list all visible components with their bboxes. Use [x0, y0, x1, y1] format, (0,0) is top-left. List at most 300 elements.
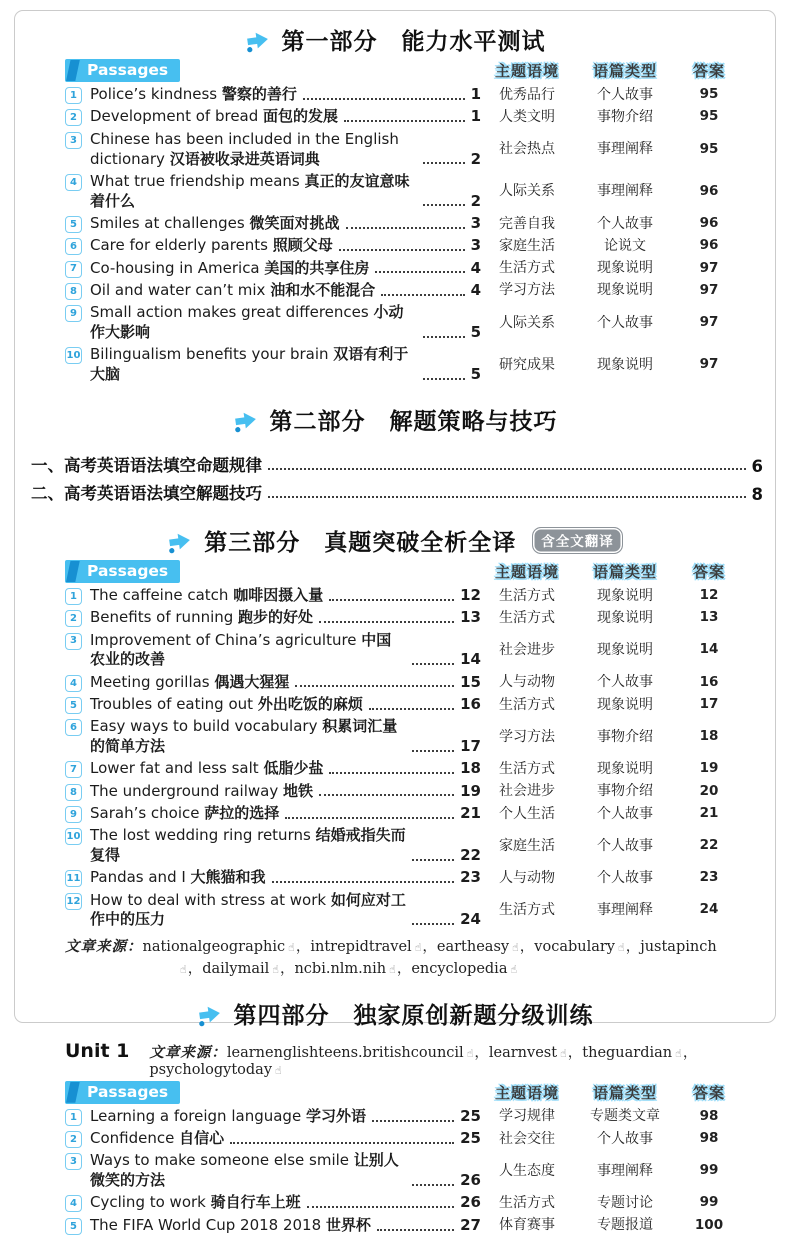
answer-cell: 21: [699, 804, 719, 821]
column-header-genre: 语篇类型: [592, 62, 657, 81]
section-arrow-icon: [195, 1000, 223, 1028]
passage-row: [65, 1151, 741, 1191]
dot-leader: [375, 271, 464, 273]
theme-cell: 人际关系: [499, 183, 555, 200]
genre-cell: 现象说明: [597, 282, 653, 299]
genre-cell: 事理阐释: [597, 1162, 653, 1179]
passage-number-badge: 1: [65, 588, 82, 605]
column-header-answer: 答案: [692, 62, 725, 81]
column-header-genre: 语篇类型: [592, 562, 657, 581]
page-number: 25: [460, 1106, 481, 1125]
passage-number-badge: 3: [65, 1153, 82, 1170]
page-number: 4: [470, 280, 481, 299]
column-header-answer: 答案: [692, 1083, 725, 1102]
click-hand-icon: ☝: [560, 1046, 567, 1060]
page-number: 4: [470, 258, 481, 277]
source-name: justapinch: [640, 938, 717, 955]
passage-title: Benefits of running 跑步的好处: [90, 608, 314, 627]
passage-row: [65, 759, 741, 779]
dot-leader: [230, 1142, 454, 1144]
passage-entry: [90, 891, 481, 931]
answer-cell: 96: [699, 237, 719, 254]
toc-item-title: 一、高考英语语法填空命题规律: [31, 455, 262, 475]
answer-cell: 12: [699, 586, 719, 603]
passage-title: The lost wedding ring returns 结婚戒指失而复得: [90, 826, 406, 864]
passage-number-badge: 1: [65, 87, 82, 104]
theme-cell: 生活方式: [499, 1195, 555, 1212]
passage-row: [65, 804, 741, 824]
dot-leader: [303, 98, 465, 100]
part4-header: [15, 997, 775, 1030]
click-hand-icon: ☝: [414, 940, 422, 954]
theme-cell: 人与动物: [499, 674, 555, 691]
passage-entry: [90, 85, 481, 105]
passage-number-badge: 12: [65, 893, 82, 910]
passage-entry: [90, 172, 481, 212]
passage-number-badge: 3: [65, 132, 82, 149]
passage-row: [65, 107, 741, 127]
answer-cell: 20: [699, 782, 719, 799]
theme-cell: 人际关系: [499, 314, 555, 331]
genre-cell: 现象说明: [597, 760, 653, 777]
passage-title: Pandas and I 大熊猫和我: [90, 868, 266, 887]
page-number: 27: [460, 1215, 481, 1234]
passage-entry: [90, 107, 481, 127]
page-number: 2: [470, 149, 481, 168]
passage-entry: [90, 826, 481, 866]
passage-title: Care for elderly parents 照顾父母: [90, 236, 333, 255]
passage-entry: [90, 236, 481, 256]
passage-number-badge: 4: [65, 675, 82, 692]
genre-cell: 现象说明: [597, 609, 653, 626]
click-hand-icon: ☝: [618, 940, 625, 954]
answer-cell: 99: [699, 1162, 719, 1179]
answer-cell: 22: [699, 837, 719, 854]
answer-cell: 95: [699, 140, 719, 157]
dot-leader: [319, 621, 454, 623]
passage-entry: [90, 259, 481, 279]
column-header-genre: 语篇类型: [592, 1083, 657, 1102]
source-name: learnenglishteens.britishcouncil: [226, 1044, 464, 1061]
genre-cell: 个人故事: [597, 805, 653, 822]
toc-item: [31, 452, 763, 476]
answer-cell: 97: [699, 281, 719, 298]
passage-row: [65, 172, 741, 212]
page-number: 23: [460, 868, 481, 887]
part3-sources-line: [15, 933, 775, 981]
part1-table: [15, 59, 775, 385]
dot-leader: [344, 120, 465, 122]
source-separator: ，: [396, 961, 412, 978]
source-name: eartheasy: [436, 938, 510, 955]
passage-title: Development of bread 面包的发展: [90, 107, 339, 126]
passage-entry: [90, 303, 481, 343]
passage-title: Small action makes great differences 小动作大影响: [90, 303, 404, 341]
theme-cell: 体育赛事: [499, 1217, 555, 1234]
theme-cell: 完善自我: [499, 215, 555, 232]
passage-title: Confidence 自信心: [90, 1129, 225, 1148]
passage-title: Improvement of China’s agriculture 中国农业的改善: [90, 630, 392, 669]
theme-cell: 研究成果: [499, 356, 555, 373]
genre-cell: 个人故事: [597, 86, 653, 103]
theme-cell: 生活方式: [499, 609, 555, 626]
passage-row: [65, 631, 741, 671]
answer-cell: 96: [699, 182, 719, 199]
source-name: psychologytoday: [149, 1061, 273, 1078]
passage-number-badge: 2: [65, 610, 82, 627]
theme-cell: 人与动物: [499, 869, 555, 886]
passage-number-badge: 2: [65, 1131, 82, 1148]
passage-row: [65, 130, 741, 170]
section-arrow-icon: [231, 406, 259, 434]
genre-cell: 事物介绍: [597, 109, 653, 126]
source-separator: ，: [187, 961, 203, 978]
answer-cell: 97: [699, 314, 719, 330]
click-hand-icon: ☝: [466, 1046, 474, 1060]
theme-cell: 学习方法: [499, 282, 555, 299]
unit1-line: [15, 1040, 775, 1078]
genre-cell: 个人故事: [597, 1130, 653, 1147]
answer-cell: 24: [699, 901, 719, 918]
passage-row: [65, 236, 741, 256]
passage-entry: [90, 717, 481, 757]
dot-leader: [268, 496, 746, 498]
source-separator: ，: [474, 1044, 489, 1061]
source-separator: ，: [295, 938, 311, 955]
passage-entry: [90, 868, 481, 888]
part1-title: 第一部分 能力水平测试: [281, 29, 546, 55]
page-number: 26: [460, 1193, 481, 1212]
passage-number-badge: 6: [65, 238, 82, 255]
dot-leader: [372, 1120, 454, 1122]
passage-title: Oil and water can’t mix 油和水不能混合: [90, 280, 376, 299]
column-header-theme: 主题语境: [494, 1083, 559, 1102]
dot-leader: [329, 599, 454, 601]
part3-header: [15, 524, 775, 557]
genre-cell: 事理阐释: [597, 141, 653, 158]
passage-number-badge: 4: [65, 174, 82, 191]
dot-leader: [295, 685, 454, 687]
sources-label: 文章来源：: [65, 937, 143, 955]
source-name: vocabulary: [534, 938, 615, 955]
passage-number-badge: 5: [65, 216, 82, 233]
dot-leader: [412, 1184, 454, 1186]
passage-row: [65, 214, 741, 234]
page-number: 13: [460, 608, 481, 627]
page-number: 1: [470, 107, 481, 126]
page-number: 22: [460, 846, 481, 864]
page-number: 24: [460, 910, 481, 929]
passage-entry: [90, 1107, 481, 1127]
passage-title: The underground railway 地铁: [90, 781, 313, 800]
passage-entry: [90, 1216, 481, 1236]
passage-title: Easy ways to build vocabulary 积累词汇量的简单方法: [90, 717, 398, 756]
genre-cell: 现象说明: [597, 642, 653, 659]
toc-page: [14, 10, 776, 1234]
source-separator: ，: [682, 1044, 698, 1061]
answer-cell: 17: [699, 695, 719, 712]
page-number: 15: [460, 672, 481, 691]
theme-cell: 个人生活: [499, 805, 555, 822]
passage-entry: [90, 608, 481, 628]
answer-cell: 96: [699, 214, 719, 231]
page-number: 21: [460, 803, 481, 822]
passage-entry: [90, 281, 481, 301]
passage-row: [65, 1193, 741, 1213]
passage-title: Meeting gorillas 偶遇大猩猩: [90, 672, 290, 691]
theme-cell: 生活方式: [499, 902, 555, 919]
dot-leader: [423, 204, 465, 206]
theme-cell: 家庭生活: [499, 837, 555, 854]
page-number: 26: [460, 1171, 481, 1190]
page-number: 3: [470, 213, 481, 232]
passage-number-badge: 1: [65, 1109, 82, 1126]
genre-cell: 事物介绍: [597, 783, 653, 800]
genre-cell: 事理阐释: [597, 183, 653, 200]
answer-cell: 16: [699, 673, 719, 690]
passage-row: [65, 1129, 741, 1149]
passage-title: Bilingualism benefits your brain 双语有利于大脑: [90, 345, 409, 383]
passage-number-badge: 4: [65, 1195, 82, 1212]
answer-cell: 23: [699, 869, 719, 886]
passage-number-badge: 5: [65, 697, 82, 714]
click-hand-icon: ☝: [512, 940, 519, 954]
dot-leader: [412, 750, 454, 752]
source-separator: ，: [625, 938, 641, 955]
section-arrow-icon: [166, 527, 194, 555]
part2-title: 第二部分 解题策略与技巧: [269, 408, 558, 435]
page-number: 18: [460, 759, 481, 778]
answer-cell: 97: [699, 356, 719, 373]
dot-leader: [377, 1229, 454, 1231]
source-separator: ，: [279, 961, 295, 978]
passage-row: [65, 1107, 741, 1127]
answer-cell: 95: [699, 108, 719, 125]
dot-leader: [423, 336, 465, 338]
page-number: 14: [460, 650, 481, 669]
source-name: theguardian: [582, 1044, 673, 1061]
part3-table-head: [65, 560, 741, 583]
passage-title: Cycling to work 骑自行车上班: [90, 1193, 301, 1212]
toc-item: [31, 480, 763, 504]
click-hand-icon: ☝: [675, 1046, 682, 1060]
answer-cell: 100: [694, 1216, 724, 1233]
sources-label: 文章来源：: [149, 1043, 227, 1061]
theme-cell: 生活方式: [499, 696, 555, 713]
source-name: nationalgeographic: [142, 938, 286, 955]
passage-entry: [90, 782, 481, 802]
passage-row: [65, 259, 741, 279]
passage-number-badge: 2: [65, 109, 82, 126]
passage-title: Lower fat and less salt 低脂少盐: [90, 759, 324, 778]
page-number: 3: [470, 236, 481, 255]
passage-number-badge: 9: [65, 305, 82, 322]
genre-cell: 现象说明: [597, 260, 653, 277]
genre-cell: 事理阐释: [597, 902, 653, 919]
passage-entry: [90, 1129, 481, 1149]
dot-leader: [285, 817, 454, 819]
part4-table-head: [65, 1081, 741, 1104]
passage-number-badge: 5: [65, 1218, 82, 1235]
unit1-label: Unit 1: [65, 1039, 130, 1062]
theme-cell: 社会热点: [499, 141, 555, 158]
column-header-theme: 主题语境: [494, 562, 559, 581]
page-number: 8: [751, 484, 763, 504]
answer-cell: 95: [699, 86, 719, 103]
passage-row: [65, 1216, 741, 1236]
dot-leader: [272, 881, 455, 883]
genre-cell: 现象说明: [597, 696, 653, 713]
passages-tab: Passages: [65, 59, 180, 82]
theme-cell: 学习方法: [499, 728, 555, 745]
passage-number-badge: 8: [65, 784, 82, 801]
passage-row: [65, 608, 741, 628]
click-hand-icon: ☝: [389, 963, 396, 977]
part4-rows: [65, 1107, 741, 1236]
passages-tab: Passages: [65, 1081, 180, 1104]
genre-cell: 个人故事: [597, 314, 653, 331]
genre-cell: 现象说明: [597, 356, 653, 373]
passage-entry: [90, 214, 481, 234]
passage-title: Troubles of eating out 外出吃饭的麻烦: [90, 694, 363, 713]
dot-leader: [307, 1206, 454, 1208]
dot-leader: [369, 708, 454, 710]
passage-number-badge: 8: [65, 283, 82, 300]
passage-number-badge: 7: [65, 261, 82, 278]
passage-number-badge: 10: [65, 828, 82, 845]
genre-cell: 专题报道: [597, 1217, 653, 1234]
genre-cell: 事物介绍: [597, 728, 653, 745]
source-separator: ，: [567, 1044, 583, 1061]
unit1-sources: [149, 1045, 697, 1078]
passage-title: Sarah’s choice 萨拉的选择: [90, 803, 280, 822]
page-number: 1: [470, 85, 481, 104]
answer-cell: 98: [699, 1107, 719, 1124]
passage-row: [65, 85, 741, 105]
passage-row: [65, 782, 741, 802]
passage-number-badge: 11: [65, 870, 82, 887]
dot-leader: [319, 794, 454, 796]
dot-leader: [412, 663, 454, 665]
passage-number-badge: 7: [65, 761, 82, 778]
passage-row: [65, 695, 741, 715]
dot-leader: [329, 772, 454, 774]
dot-leader: [412, 859, 454, 861]
part3-rows: [65, 586, 741, 930]
passage-title: The FIFA World Cup 2018 2018 世界杯: [90, 1215, 371, 1234]
part1-rows: [65, 85, 741, 385]
genre-cell: 论说文: [604, 237, 646, 254]
dot-leader: [339, 249, 465, 251]
genre-cell: 个人故事: [597, 837, 653, 854]
source-separator: ，: [519, 938, 535, 955]
passage-row: [65, 303, 741, 343]
theme-cell: 社会交往: [499, 1130, 555, 1147]
source-name: ncbi.nlm.nih: [294, 961, 387, 978]
passage-row: [65, 673, 741, 693]
answer-cell: 99: [699, 1194, 719, 1211]
full-translation-badge: 含全文翻译: [532, 527, 623, 554]
passage-row: [65, 345, 741, 385]
page-number: 16: [460, 694, 481, 713]
passage-row: [65, 717, 741, 757]
theme-cell: 优秀品行: [499, 86, 555, 103]
passage-number-badge: 10: [65, 347, 82, 364]
theme-cell: 家庭生活: [499, 237, 555, 254]
passage-entry: [90, 804, 481, 824]
passage-entry: [90, 759, 481, 779]
page-number: 12: [460, 585, 481, 604]
click-hand-icon: ☝: [288, 940, 295, 954]
passage-entry: [90, 586, 481, 606]
theme-cell: 生活方式: [499, 260, 555, 277]
passage-row: [65, 891, 741, 931]
passage-number-badge: 3: [65, 633, 82, 650]
source-name: encyclopedia: [411, 961, 508, 978]
passage-entry: [90, 1193, 481, 1213]
passage-title: Police’s kindness 警察的善行: [90, 85, 297, 104]
dot-leader: [412, 923, 454, 925]
passage-entry: [90, 1151, 481, 1191]
passage-title: Learning a foreign language 学习外语: [90, 1106, 366, 1125]
toc-item-title: 二、高考英语语法填空解题技巧: [31, 483, 262, 503]
genre-cell: 个人故事: [597, 869, 653, 886]
passage-number-badge: 6: [65, 719, 82, 736]
passage-title: Smiles at challenges 微笑面对挑战: [90, 213, 340, 232]
passage-title: What true friendship means 真正的友谊意味着什么: [90, 171, 410, 210]
page-number: 2: [470, 191, 481, 210]
answer-cell: 14: [699, 641, 719, 658]
passage-title: Ways to make someone else smile 让别人微笑的方法: [90, 1151, 399, 1190]
page-number: 19: [460, 781, 481, 800]
passage-row: [65, 826, 741, 866]
passage-title: How to deal with stress at work 如何应对工作中的压力: [90, 890, 406, 929]
passages-tab: Passages: [65, 560, 180, 583]
source-name: dailymail: [202, 961, 270, 978]
click-hand-icon: ☝: [510, 963, 518, 977]
dot-leader: [423, 162, 465, 164]
theme-cell: 人类文明: [499, 109, 555, 126]
click-hand-icon: ☝: [275, 1063, 282, 1077]
page-number: 25: [460, 1129, 481, 1148]
theme-cell: 社会进步: [499, 783, 555, 800]
part2-header: [15, 403, 775, 436]
genre-cell: 个人故事: [597, 215, 653, 232]
passage-title: Co-housing in America 美国的共享住房: [90, 258, 370, 277]
passage-entry: [90, 631, 481, 671]
section-arrow-icon: [243, 26, 271, 54]
passage-title: Chinese has been included in the English dictionary 汉语被收录进英语词典: [90, 129, 399, 168]
passage-entry: [90, 345, 481, 385]
part3-sources: [143, 939, 717, 977]
source-name: learnvest: [488, 1044, 558, 1061]
passage-number-badge: 9: [65, 806, 82, 823]
genre-cell: 专题讨论: [597, 1195, 653, 1212]
answer-cell: 13: [699, 609, 719, 626]
theme-cell: 生活方式: [499, 587, 555, 604]
passage-entry: [90, 130, 481, 170]
part1-table-head: [65, 59, 741, 82]
passage-entry: [90, 673, 481, 693]
part4-table: [15, 1081, 775, 1236]
source-separator: ，: [422, 938, 437, 955]
passage-title: The caffeine catch 咖啡因摄入量: [90, 585, 324, 604]
answer-cell: 18: [699, 728, 719, 745]
answer-cell: 97: [699, 259, 719, 276]
theme-cell: 社会进步: [499, 642, 555, 659]
theme-cell: 生活方式: [499, 760, 555, 777]
passage-row: [65, 868, 741, 888]
